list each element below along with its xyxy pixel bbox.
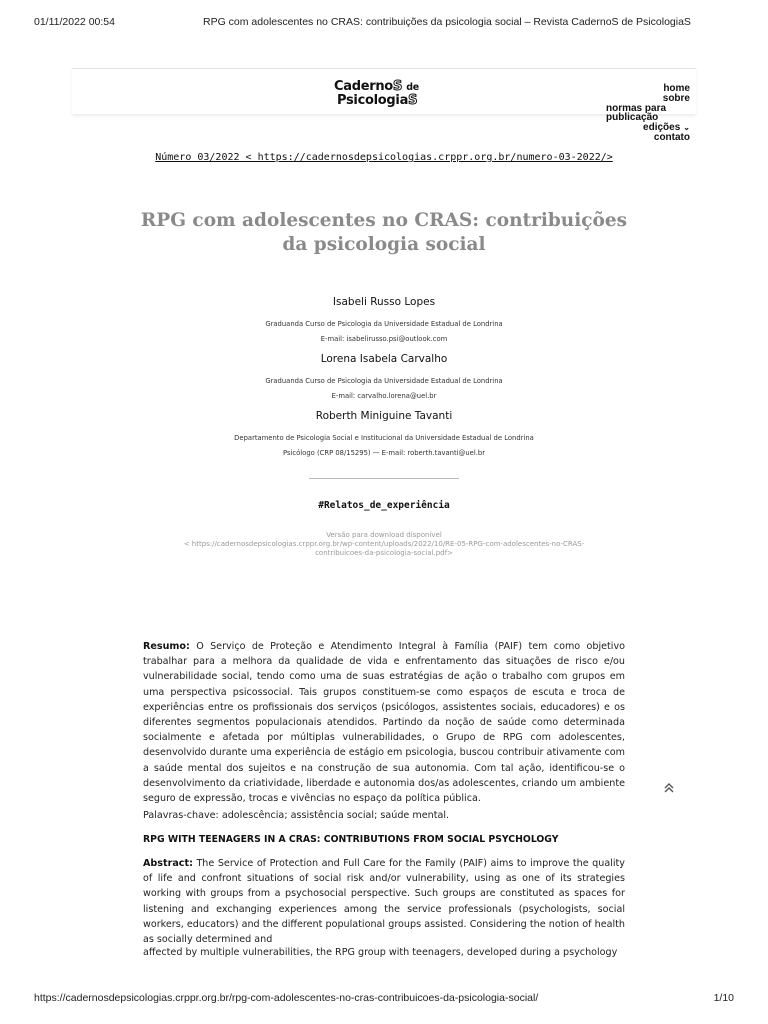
scroll-to-top-icon[interactable]: [662, 781, 676, 795]
nav-normas-line1[interactable]: normas para: [606, 102, 667, 114]
nav-edicoes[interactable]: edições ⌄: [643, 122, 690, 134]
author-name-2: Lorena Isabela Carvalho: [320, 353, 448, 365]
print-datetime: 01/11/2022 00:54: [34, 16, 115, 28]
author-contact-1: E-mail: isabelirusso.psi@outlook.com: [320, 335, 448, 343]
print-header: [0, 16, 768, 32]
category-tag[interactable]: #Relatos_de_experiência: [318, 500, 450, 511]
issue-link[interactable]: Número 03/2022 < https://cadernosdepsicologias.crppr.org.br/numero-03-2022/>: [155, 152, 613, 163]
site-logo[interactable]: CadernoS de PsicologiaS: [334, 79, 419, 108]
author-contact-2: E-mail: carvalho.lorena@uel.br: [331, 392, 437, 400]
print-page-number: 1/10: [713, 992, 734, 1004]
keywords: Palavras-chave: adolescência; assistência social; saúde mental.: [143, 810, 450, 821]
nav-sobre[interactable]: sobre: [662, 92, 690, 104]
author-affiliation-2: Graduanda Curso de Psicologia da Universidade Estadual de Londrina: [265, 377, 503, 385]
author-contact-3: Psicólogo (CRP 08/15295) — E-mail: roberth.tavanti@uel.br: [282, 449, 485, 457]
author-affiliation-1: Graduanda Curso de Psicologia da Universidade Estadual de Londrina: [265, 320, 503, 328]
nav-normas-line2[interactable]: publicação: [606, 112, 659, 124]
author-name-1: Isabeli Russo Lopes: [332, 296, 436, 308]
nav-home[interactable]: home: [663, 83, 690, 94]
print-url: https://cadernosdepsicologias.crppr.org.br/rpg-com-adolescentes-no-cras-contribuicoes-da-psicologia-social/: [34, 992, 539, 1004]
chevron-down-icon: ⌄: [683, 123, 690, 133]
print-document-title: RPG com adolescentes no CRAS: contribuições da psicologia social – Revista CadernoS de PsicologiaS: [203, 16, 691, 28]
author-name-3: Roberth Miniguine Tavanti: [315, 410, 453, 422]
abstract-continued: affected by multiple vulnerabilities, the RPG group with teenagers, developed during a psychology: [143, 947, 618, 958]
english-title: RPG WITH TEENAGERS IN A CRAS: CONTRIBUTIONS FROM SOCIAL PSYCHOLOGY: [143, 834, 559, 845]
abstract-label: Abstract:: [143, 858, 193, 869]
author-affiliation-3: Departamento de Psicologia Social e Institucional da Universidade Estadual de Londrina: [234, 434, 534, 442]
abstract-paragraph: Abstract: The Service of Protection and Full Care for the Family (PAIF) aims to improve the quality of life and confront situations of social risk and/or vulnerability, using as one of its strategies working with groups from a psychosocial perspective. Such groups are constituted as spaces for listening and exchanging experiences among the service professionals (psychologists, social workers, educators) and the different populational groups assisted. Considering the notion of health as socially determined and: [143, 858, 625, 946]
resumo-label: Resumo:: [143, 641, 190, 652]
resumo-paragraph: Resumo: O Serviço de Proteção e Atendimento Integral à Família (PAIF) tem como objetivo trabalhar para a melhora da qualidade de vida e enfrentamento das situações de risco e/ou vulnerabilidade social, tendo como uma de suas estratégias de ação o trabalho com grupos em uma perspectiva psicossocial. Tais grupos constituem-se como espaços de escuta e troca de experiências entre os profissionais dos serviços (psicólogos, assistentes sociais, educadores) e os diferentes segmentos populacionais atendidos. Partindo da noção de saúde como determinada socialmente e afetada por múltiplas vulnerabilidades, o Grupo de RPG com adolescentes, desenvolvido durante uma experiência de estágio em psicologia, buscou contribuir ativamente com a saúde mental dos sujeitos e na construção de sua autonomia. Com tal ação, identificou-se o desenvolvimento da criatividade, liberdade e autonomia dos/as adolescentes, criando um ambiente seguro de expressão, trocas e vivências no espaço da política pública.: [143, 641, 625, 805]
divider: [309, 478, 459, 479]
article-title: RPG com adolescentes no CRAS: contribuições da psicologia social: [140, 210, 628, 255]
download-link[interactable]: Versão para download disponível < https://cadernosdepsicologias.crppr.org.br/wp-content/uploads/2022/10/RE-05-RPG-com-adolescentes-no-CRAS- contribuicoes-da-psicologia-social.pdf>: [183, 531, 585, 557]
main-nav: [596, 84, 690, 143]
nav-contato[interactable]: contato: [653, 131, 690, 143]
print-footer: [0, 992, 768, 1008]
